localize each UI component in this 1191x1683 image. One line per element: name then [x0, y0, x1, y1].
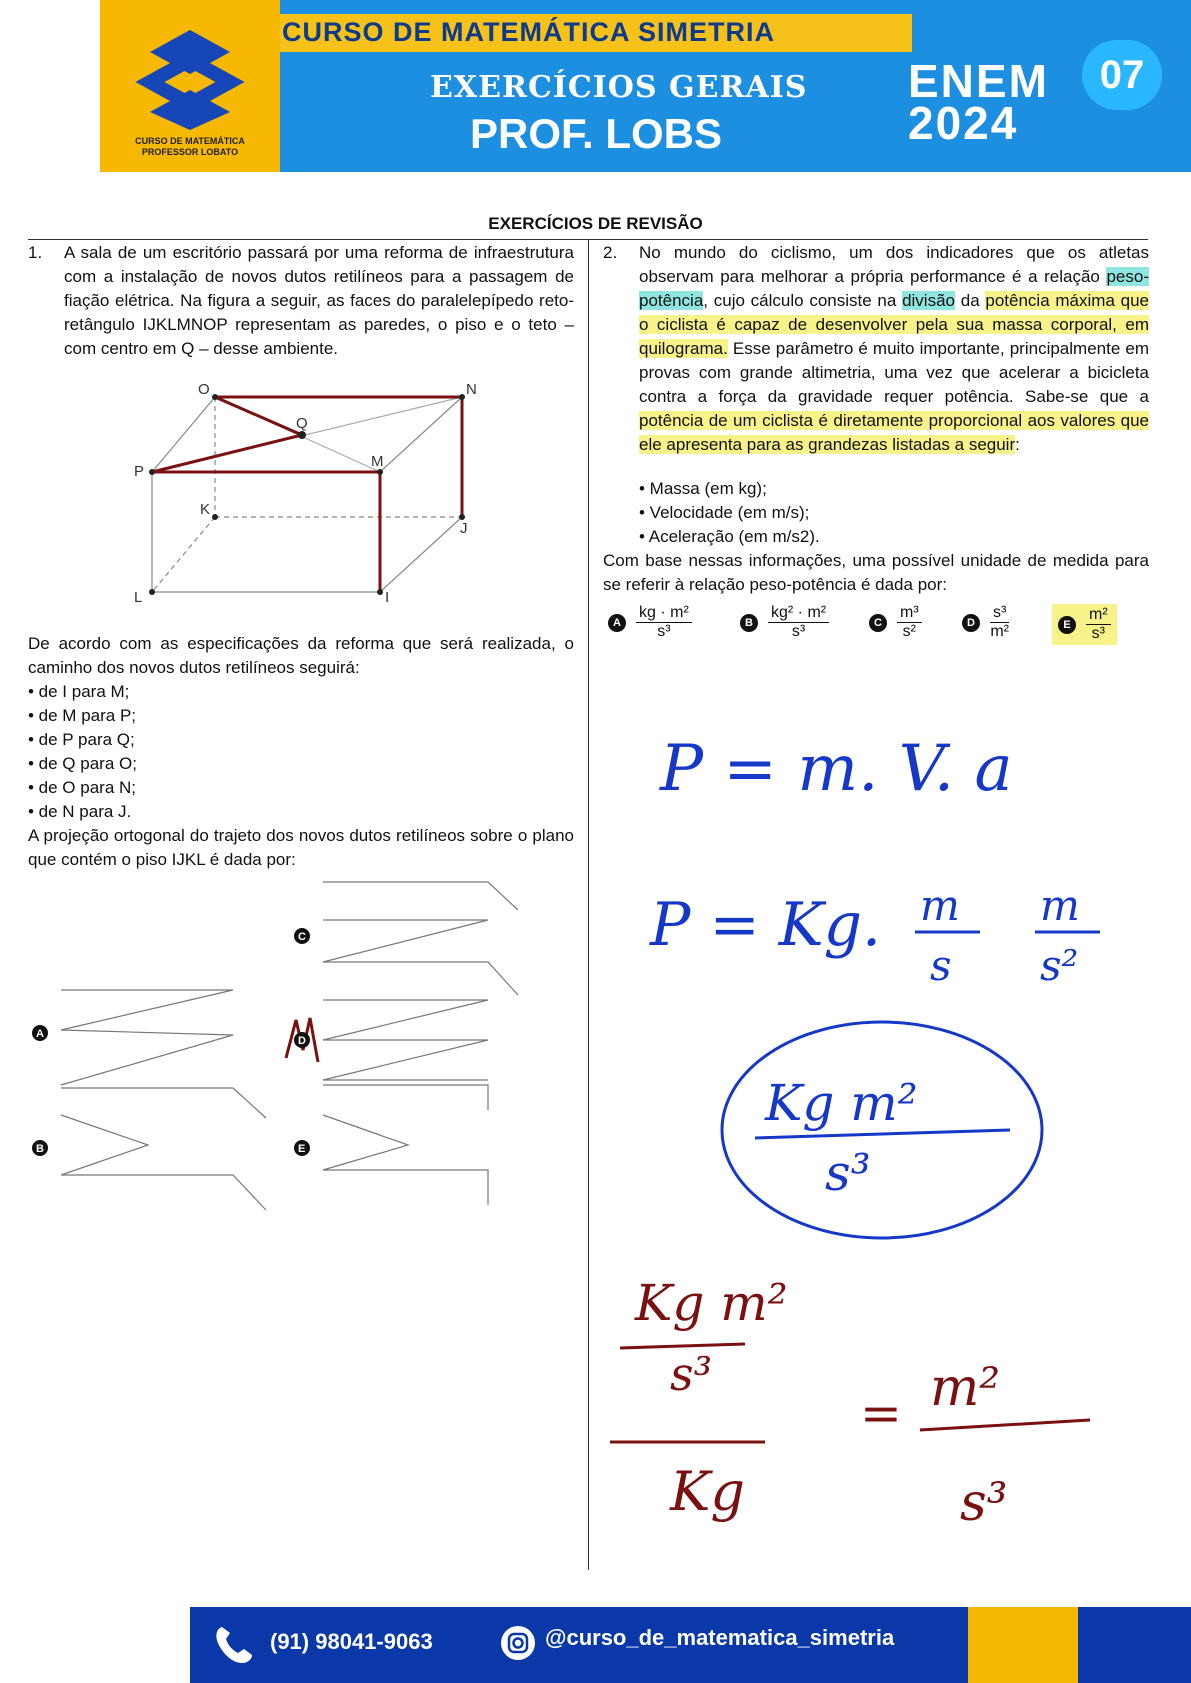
question-1-prompt: A projeção ortogonal do trajeto dos novos dutos retilíneos sobre o plano que contém o piso IJKL é dada por:: [28, 826, 574, 869]
section-title: EXERCÍCIOS DE REVISÃO: [488, 214, 703, 233]
vertex-label: K: [200, 501, 211, 518]
course-title: CURSO DE MATEMÁTICA SIMETRIA: [282, 17, 775, 47]
question-1-lead: De acordo com as especificações da reforma que será realizada, o caminho dos novos dutos retilíneos seguirá:: [28, 634, 574, 677]
hw-power-formula: P = m. V. a: [660, 732, 1013, 806]
path-step: • de M para P;: [28, 706, 137, 725]
option-a-letter: A: [36, 1028, 44, 1040]
page-footer: [190, 1607, 1191, 1683]
question-2-statement: No mundo do ciclismo, um dos indicadores que os atletas observam para melhorar a própria performance é a relação peso-potência, cujo cálculo consiste na divisão da potência máxima que o ciclista é capaz de desenvolver pela sua massa corporal, em quilograma. Esse parâmetro é muito importante, principalmente em provas com grande altimetria, uma vez que acelerar a bicicleta contra a força da gravidade requer potência. Sabe-se que a potência de um ciclista é diretamente proporcional aos valores que ele apresenta para as grandezas listadas a seguir:: [639, 243, 1150, 454]
option-d-letter: D: [298, 1035, 306, 1047]
path-step: • de O para N;: [28, 778, 137, 797]
instagram-handle[interactable]: @curso_de_matematica_simetria: [545, 1625, 895, 1650]
footer-accent: [968, 1607, 1078, 1683]
question-1-number: 1.: [28, 243, 43, 262]
page-header: [100, 0, 1191, 172]
sheet-number-badge: 07: [1082, 40, 1162, 110]
hw-final-right-den: s³: [960, 1473, 1008, 1533]
phone-icon: [212, 1623, 256, 1667]
hw-final-num: Kg m²: [635, 1274, 788, 1332]
hw-final-mid: s³: [670, 1347, 713, 1401]
header-logo-panel: [100, 0, 280, 172]
path-step: • de Q para O;: [28, 754, 137, 773]
question-2-number: 2.: [603, 243, 618, 262]
hw-final-den: Kg: [670, 1460, 745, 1523]
hw-final-equals: =: [860, 1384, 902, 1442]
vertex-label: L: [134, 589, 143, 606]
option-b-letter: B: [36, 1143, 44, 1155]
quantity-item: • Velocidade (em m/s);: [639, 503, 810, 522]
exam-label: ENEM 2024: [908, 55, 1049, 149]
vertex-label: M: [371, 453, 384, 470]
quantity-item: • Massa (em kg);: [639, 479, 767, 498]
vertex-label: O: [198, 381, 210, 398]
path-step: • de I para M;: [28, 682, 130, 701]
contact-phone[interactable]: (91) 98041-9063: [270, 1629, 433, 1654]
hw-frac1-den: s: [930, 941, 952, 990]
hw-frac2-num: m: [1040, 881, 1080, 930]
vertex-label: N: [466, 381, 477, 398]
answer-option-c[interactable]: C $\frac{\text{m³}}{\text{s²}}$: [869, 604, 922, 641]
sheet-subtitle: EXERCÍCIOS GERAIS: [430, 70, 808, 105]
question-2-closing: Com base nessas informações, uma possível unidade de medida para se referir à relação peso-potência é dada por:: [603, 551, 1149, 594]
hw-units-left: P = Kg.: [650, 890, 882, 960]
column-divider: [588, 240, 589, 1570]
hw-circled-den: s³: [825, 1144, 871, 1202]
option-c-letter: C: [298, 931, 306, 943]
answer-option-e[interactable]: E $\frac{\text{m²}}{\text{s³}}$: [1052, 604, 1117, 645]
hw-final-right-num: m²: [930, 1358, 1001, 1418]
question-1-text: [28, 241, 574, 361]
vertex-label: J: [460, 520, 468, 537]
hw-frac1-num: m: [920, 881, 960, 930]
hw-circled-num: Kg m²: [765, 1074, 918, 1132]
vertex-label: I: [385, 589, 390, 606]
answer-option-a[interactable]: A $\frac{\text{kg · m²}}{\text{s³}}$: [608, 604, 692, 641]
hw-frac2-den: s²: [1040, 941, 1079, 990]
quantity-list: [639, 477, 1139, 549]
path-step: • de P para Q;: [28, 730, 135, 749]
answer-option-b[interactable]: B $\frac{\text{kg² · m²}}{\text{s³}}$: [740, 604, 829, 641]
instagram-icon: [500, 1625, 536, 1661]
simetria-logo-icon: [130, 22, 250, 132]
handwritten-solution: [600, 730, 1160, 1580]
vertex-label: P: [134, 463, 145, 480]
logo-caption: CURSO DE MATEMÁTICA PROFESSOR LOBATO: [135, 136, 245, 157]
question-1-statement: A sala de um escritório passará por uma reforma de infraestrutura com a instalação de novos dutos retilíneos para a passagem de fiação elétrica. Na figura a seguir, as faces do paralelepípedo reto-retângulo IJKLMNOP representam as paredes, o piso e o teto – com centro em Q – desse ambiente.: [64, 243, 574, 358]
parallelepiped-figure: [130, 380, 490, 610]
projection-options: [28, 870, 528, 1215]
answer-option-d[interactable]: D $\frac{\text{s³}}{\text{m²}}$: [962, 604, 1009, 641]
vertex-label: Q: [296, 415, 308, 432]
question-2-text: [603, 241, 1149, 457]
option-e-letter: E: [298, 1143, 306, 1155]
path-step: • de N para J.: [28, 802, 132, 821]
quantity-item: • Aceleração (em m/s2).: [639, 527, 820, 546]
professor-name: PROF. LOBS: [470, 110, 723, 157]
